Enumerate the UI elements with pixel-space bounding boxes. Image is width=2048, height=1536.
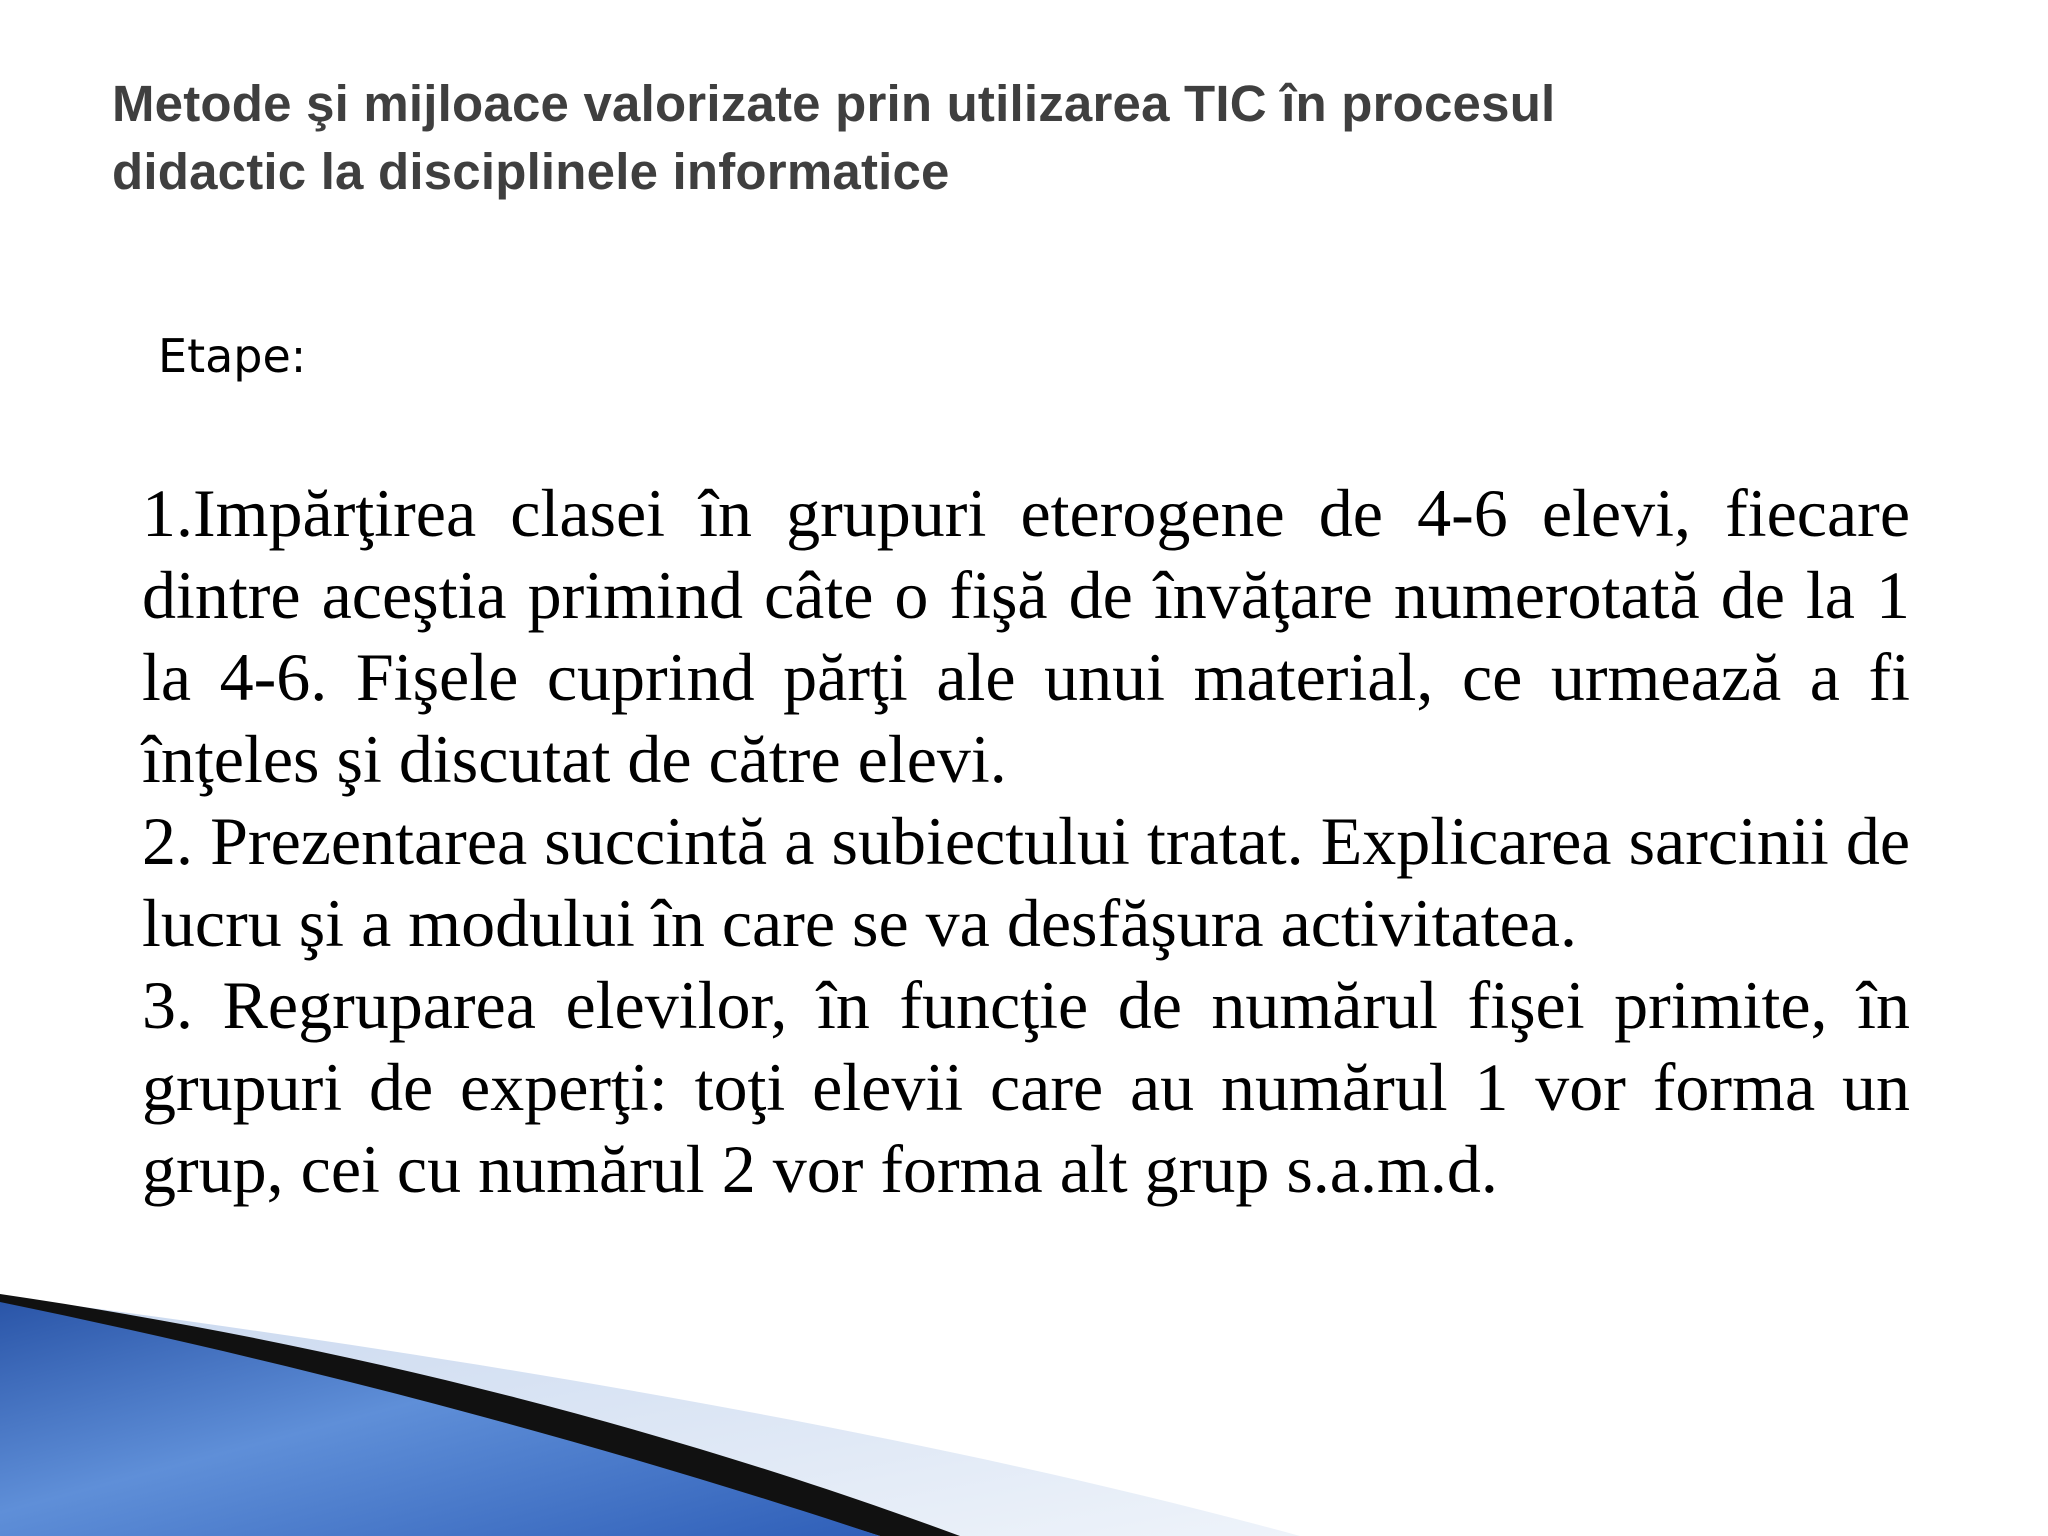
slide-title: Metode şi mijloace valorizate prin utilizarea TIC în procesul didactic la disciplinele informatice (112, 75, 1556, 200)
step-2: 2. Prezentarea succintă a subiectului tratat. Explicarea sarcinii de lucru şi a modului în care se va desfăşura activitatea. (142, 803, 1910, 961)
slide-subtitle: Etape: (158, 329, 307, 383)
black-swoosh-band (0, 1294, 960, 1536)
blue-wedge (0, 1302, 880, 1536)
step-1: 1.Impărţirea clasei în grupuri eterogene de 4-6 elevi, fiecare dintre aceştia primind câte o fişă de învăţare numerotată de la 1 la 4-6. Fişele cuprind părţi ale unui material, ce urmează a fi înţeles şi discutat de către elevi. (142, 475, 1910, 797)
pale-blue-band (0, 1296, 1300, 1536)
step-3: 3. Regruparea elevilor, în funcţie de numărul fişei primite, în grupuri de experţi: toţi elevii care au numărul 1 vor forma un grup, cei cu numărul 2 vor forma alt grup s.a.m.d. (142, 967, 1910, 1207)
steps-list (142, 472, 1910, 1210)
